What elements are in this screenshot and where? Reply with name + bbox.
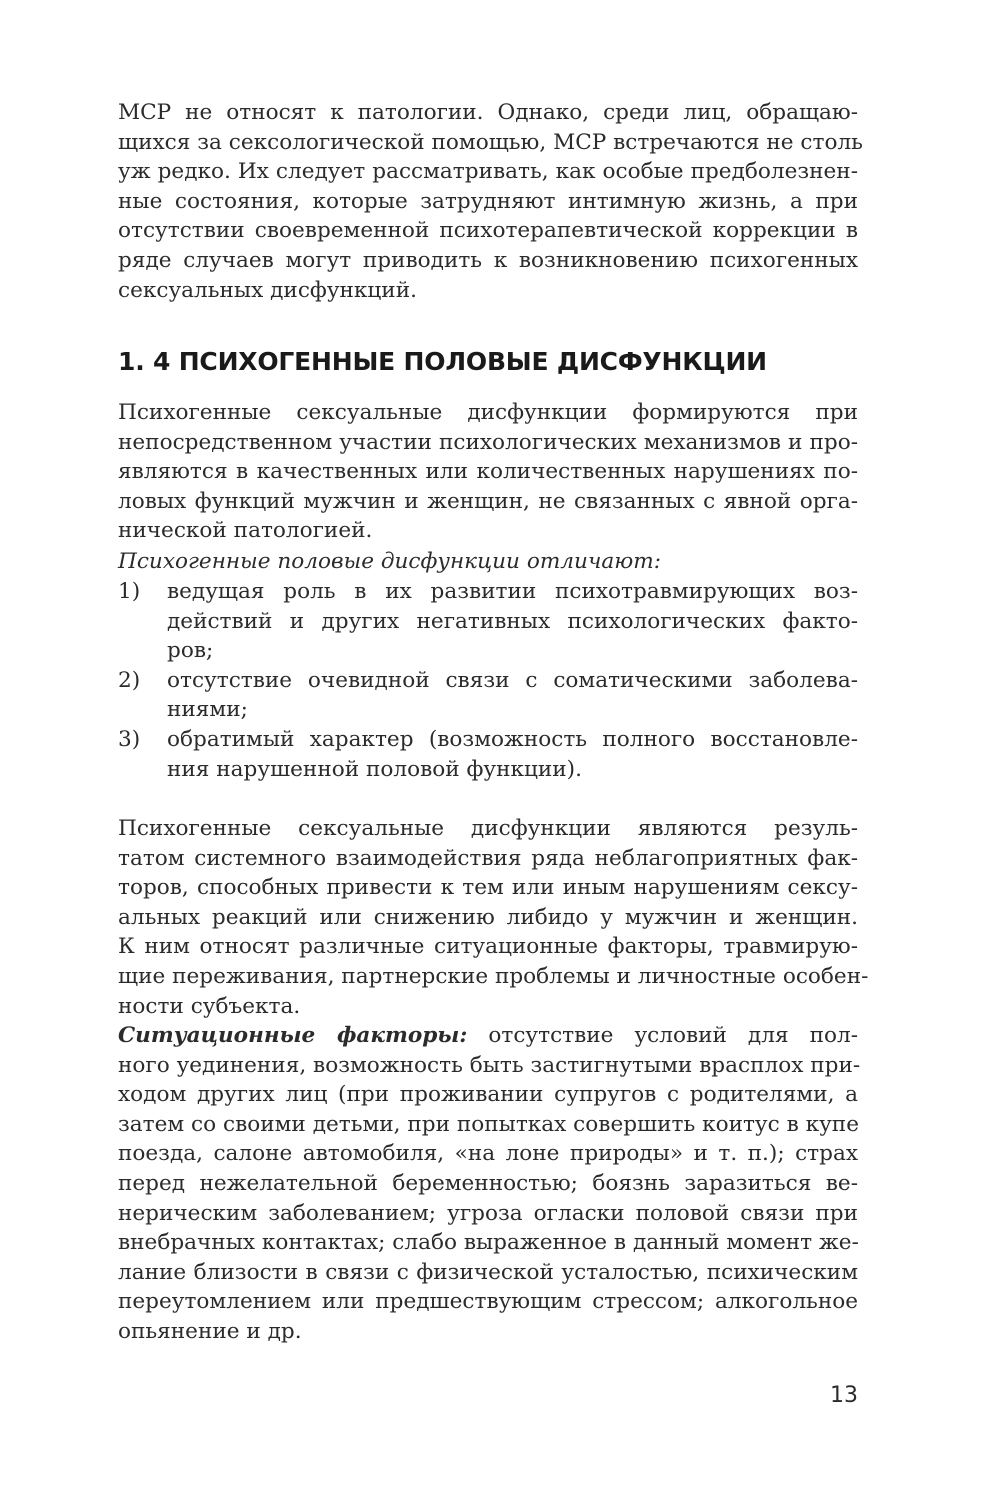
text-line: ного уединения, возможность быть застигнутыми врасплох при-	[118, 1052, 861, 1078]
text-line: поезда, салоне автомобиля, «на лоне природы» и т. п.); страх	[118, 1141, 858, 1167]
text-line: опьянение и др.	[118, 1318, 302, 1344]
text-line: ные состояния, которые затрудняют интимную жизнь, а при	[118, 188, 858, 214]
section-heading: 1. 4 ПСИХОГЕННЫЕ ПОЛОВЫЕ ДИСФУНКЦИИ	[118, 347, 767, 376]
list-item	[118, 666, 858, 725]
text-line: затем со своими детьми, при попытках совершить коитус в купе	[118, 1111, 859, 1137]
text-line: ведущая роль в их развитии психотравмирующих воз-	[167, 579, 858, 604]
text-line: отсутствии своевременной психотерапевтической коррекции в	[118, 218, 858, 244]
text-line: Психогенные сексуальные дисфункции формируются при	[118, 400, 858, 425]
text-line: татом системного взаимодействия ряда неблагоприятных фак-	[118, 845, 858, 871]
text-fragment: отсутствие условий для пол-	[488, 1023, 858, 1048]
text-line: ности субъекта.	[118, 993, 301, 1019]
text-line: К ним относят различные ситуационные факторы, травмирую-	[118, 934, 858, 960]
text-line: обратимый характер (возможность полного восстановле-	[167, 726, 858, 752]
text-line: торов, способных привести к тем или иным нарушениям сексу-	[118, 875, 858, 901]
paragraph-definition	[118, 398, 858, 546]
list-number: 3)	[118, 726, 141, 752]
list-intro: Психогенные половые дисфункции отличают:	[118, 549, 662, 574]
text-line: ходом других лиц (при проживании супругов с родителями, а	[118, 1082, 858, 1108]
text-line: являются в качественных или количественных нарушениях по-	[118, 459, 858, 485]
list-number: 2)	[118, 667, 141, 693]
text-line: сексуальных дисфункций.	[118, 277, 417, 303]
text-line: нерическим заболеванием; угроза огласки половой связи при	[118, 1200, 858, 1226]
text-line: Психогенные сексуальные дисфункции являются резуль-	[118, 816, 858, 841]
page-number: 13	[830, 1383, 858, 1408]
text-line: нической патологией.	[118, 518, 373, 544]
text-line: ловых функций мужчин и женщин, не связанных с явной орга-	[118, 488, 858, 514]
text-line: действий и других негативных психологических факто-	[167, 608, 858, 634]
paragraph-situational	[118, 1021, 861, 1347]
text-line: ров;	[167, 638, 214, 664]
text-line: непосредственном участии психологических механизмов и про-	[118, 429, 858, 455]
text-line	[118, 1021, 858, 1051]
paragraph-msr	[118, 98, 863, 305]
text-line: перед нежелательной беременностью; боязнь заразиться ве-	[118, 1170, 858, 1196]
text-line: ния нарушенной половой функции).	[167, 756, 582, 782]
paragraph-factors	[118, 814, 869, 1021]
list-item	[118, 725, 858, 784]
text-line: щихся за сексологической помощью, МСР встречаются не столь	[118, 129, 863, 155]
text-line: уж редко. Их следует рассматривать, как особые предболезнен-	[118, 159, 858, 185]
list-item	[118, 577, 858, 666]
text-line: альных реакций или снижению либидо у мужчин и женщин.	[118, 904, 858, 930]
text-line: ниями;	[167, 697, 248, 723]
text-line: МСР не относят к патологии. Однако, среди лиц, обращаю-	[118, 100, 858, 125]
text-line: внебрачных контактах; слабо выраженное в данный момент же-	[118, 1230, 859, 1256]
text-line: отсутствие очевидной связи с соматическими заболева-	[167, 667, 858, 693]
term-situational-factors: Ситуационные факторы:	[118, 1023, 468, 1048]
text-line: щие переживания, партнерские проблемы и личностные особен-	[118, 963, 869, 989]
text-line: лание близости в связи с физической усталостью, психическим	[118, 1259, 858, 1285]
list-number: 1)	[118, 579, 141, 604]
feature-list	[118, 577, 858, 784]
text-line: переутомлением или предшествующим стрессом; алкогольное	[118, 1289, 858, 1315]
text-line: ряде случаев могут приводить к возникновению психогенных	[118, 247, 858, 273]
